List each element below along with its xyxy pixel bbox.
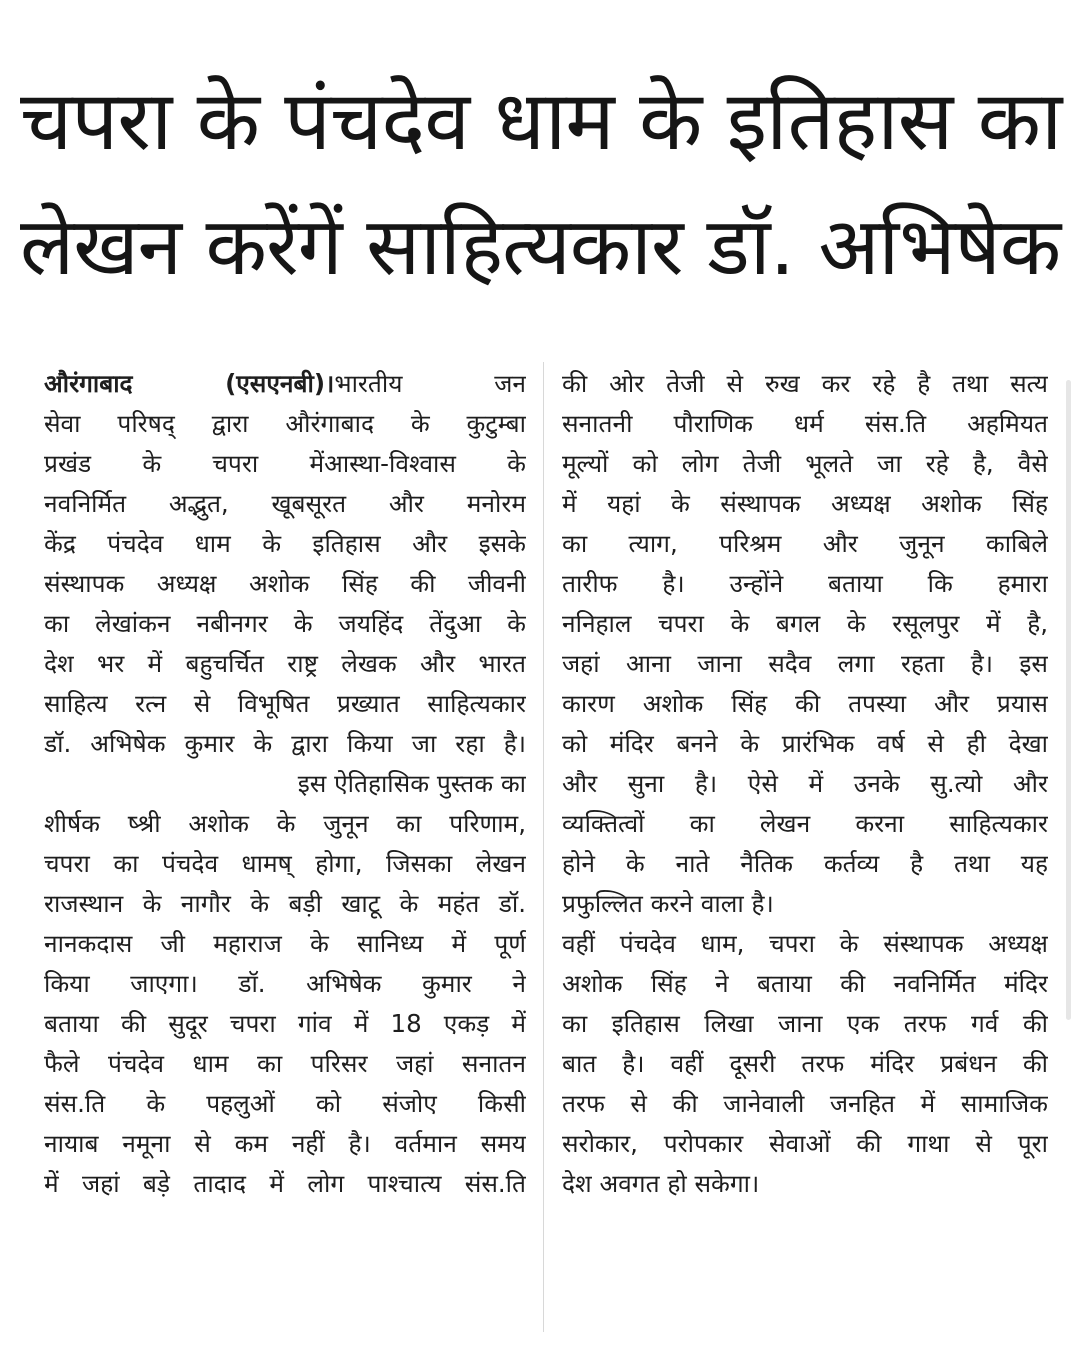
article-left-column: [44, 364, 526, 1204]
headline-line-1: चपरा के पंचदेव धाम के इतिहास का: [20, 73, 1062, 169]
article-line: संस्थापक अध्यक्ष अशोक सिंह की जीवनी: [44, 569, 526, 598]
article-line: की ओर तेजी से रुख कर रहे है तथा सत्य: [562, 369, 1048, 398]
article-line: में यहां के संस्थापक अध्यक्ष अशोक सिंह: [562, 489, 1048, 518]
article-line: संस.ति के पहलुओं को संजोए किसी: [44, 1089, 526, 1118]
article-line: का त्याग, परिश्रम और जुनून काबिले: [562, 529, 1048, 558]
article-line: बात है। वहीं दूसरी तरफ मंदिर प्रबंधन की: [562, 1049, 1048, 1078]
article-line: किया जाएगा। डॉ. अभिषेक कुमार ने: [44, 969, 526, 998]
article-line: मूल्यों को लोग तेजी भूलते जा रहे है, वैसे: [562, 449, 1048, 478]
article-right-column: [562, 364, 1048, 1204]
article-line: का लेखांकन नबीनगर के जयहिंद तेंदुआ के: [44, 609, 526, 638]
dateline: औरंगाबाद (एसएनबी)।: [44, 369, 335, 398]
article-line: होने के नाते नैतिक कर्तव्य है तथा यह: [562, 849, 1048, 878]
article-line: ननिहाल चपरा के बगल के रसूलपुर में है,: [562, 609, 1048, 638]
headline-line-2: लेखन करेंगें साहित्यकार डॉ. अभिषेक: [20, 200, 1061, 293]
article-line: सनातनी पौराणिक धर्म संस.ति अहमियत: [562, 409, 1048, 438]
article-line: का इतिहास लिखा जाना एक तरफ गर्व की: [562, 1009, 1048, 1038]
article-line: बताया की सुदूर चपरा गांव में 18 एकड़ में: [44, 1009, 526, 1038]
article-line: और सुना है। ऐसे में उनके सु.त्यो और: [562, 769, 1048, 798]
article-line: देश अवगत हो सकेगा।: [562, 1169, 760, 1198]
article-line: तरफ से की जानेवाली जनहित में सामाजिक: [562, 1089, 1048, 1118]
scrollbar[interactable]: [1066, 380, 1071, 1020]
article-line: राजस्थान के नागौर के बड़ी खाटू के महंत डॉ.: [44, 889, 526, 918]
column-divider: [543, 362, 544, 1332]
article-text: भारतीय जन: [334, 369, 526, 398]
article-line: तारीफ है। उन्होंने बताया कि हमारा: [562, 569, 1048, 598]
article-line: नवनिर्मित अद्भुत, खूबसूरत और मनोरम: [44, 489, 526, 518]
article-line: चपरा का पंचदेव धामष् होगा, जिसका लेखन: [44, 849, 526, 878]
article-line: जहां आना जाना सदैव लगा रहता है। इस: [562, 649, 1048, 678]
article-line: साहित्य रत्न से विभूषित प्रख्यात साहित्यकार: [44, 689, 526, 718]
article-line: सरोकार, परोपकार सेवाओं की गाथा से पूरा: [562, 1129, 1048, 1158]
article-line: नानकदास जी महाराज के सानिध्य में पूर्ण: [44, 929, 526, 958]
article-line: प्रखंड के चपरा मेंआस्था-विश्वास के: [44, 449, 526, 478]
article-line: अशोक सिंह ने बताया की नवनिर्मित मंदिर: [562, 969, 1048, 998]
article-line: में जहां बड़े तादाद में लोग पाश्चात्य संस.ति: [44, 1169, 526, 1198]
article-line: डॉ. अभिषेक कुमार के द्वारा किया जा रहा है।: [44, 729, 526, 758]
article-line: कारण अशोक सिंह की तपस्या और प्रयास: [562, 689, 1048, 718]
article-line: देश भर में बहुचर्चित राष्ट्र लेखक और भारत: [44, 649, 526, 678]
article-line: इस ऐतिहासिक पुस्तक का: [297, 769, 526, 798]
article-line: शीर्षक ष्श्री अशोक के जुनून का परिणाम,: [44, 809, 526, 838]
article-line: वहीं पंचदेव धाम, चपरा के संस्थापक अध्यक्ष: [562, 929, 1048, 958]
article-line: केंद्र पंचदेव धाम के इतिहास और इसके: [44, 529, 526, 558]
article-line: को मंदिर बनने के प्रारंभिक वर्ष से ही देखा: [562, 729, 1048, 758]
article-line: फैले पंचदेव धाम का परिसर जहां सनातन: [44, 1049, 526, 1078]
article-line: नायाब नमूना से कम नहीं है। वर्तमान समय: [44, 1129, 526, 1158]
article-line: प्रफुल्लित करने वाला है।: [562, 889, 774, 918]
article-line: [44, 364, 526, 404]
article-line: व्यक्तित्वों का लेखन करना साहित्यकार: [562, 809, 1048, 838]
article-line: सेवा परिषद् द्वारा औरंगाबाद के कुटुम्बा: [44, 409, 526, 438]
